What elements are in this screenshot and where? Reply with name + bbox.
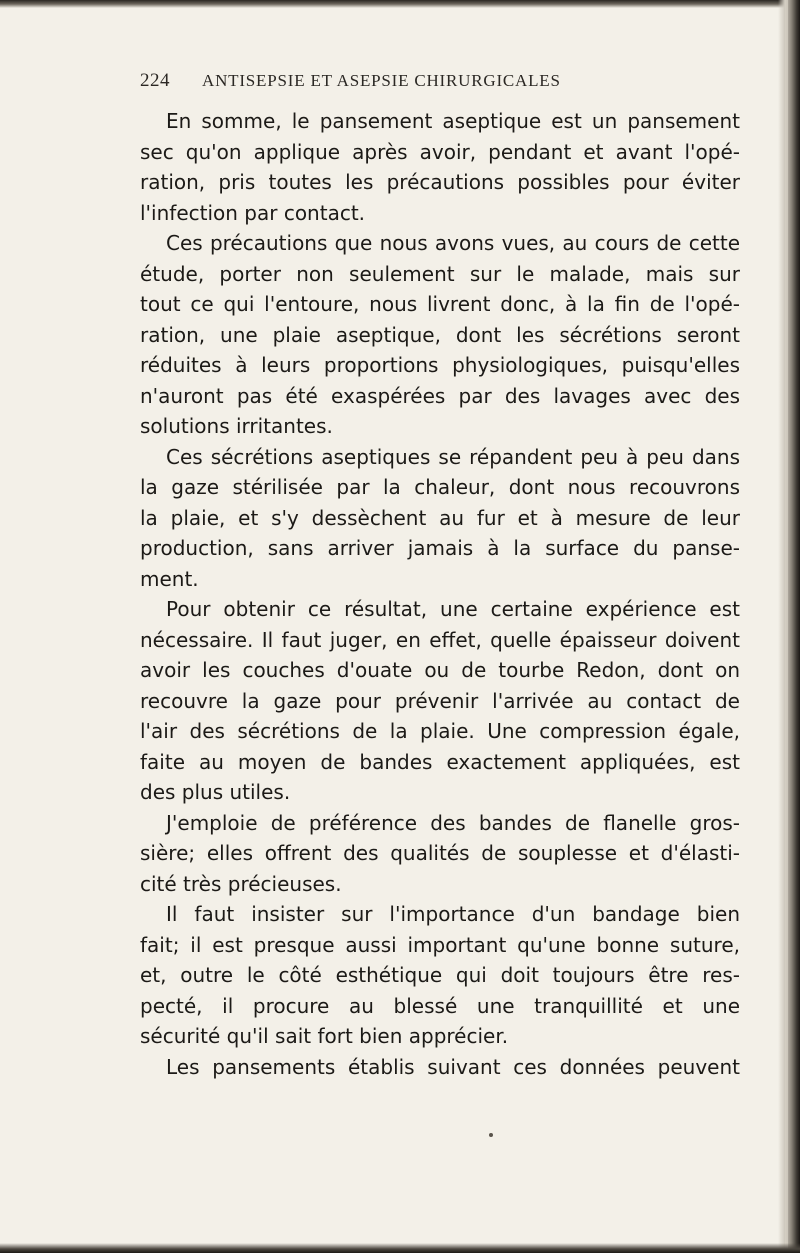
text-line: Ces sécrétions aseptiques se répandent peu à peu dans — [166, 444, 740, 469]
text-line: l'air des sécrétions de la plaie. Une compression égale, — [140, 719, 740, 743]
page-number: 224 — [140, 70, 170, 91]
text-line: avoir les couches d'ouate ou de tourbe Redon, dont on — [140, 658, 740, 682]
text-line: la plaie, et s'y dessèchent au fur et à mesure de leur — [140, 505, 740, 530]
text-line: ration, pris toutes les précautions possibles pour éviter — [140, 170, 740, 194]
page-binding-highlight — [785, 0, 788, 1253]
text-line: Ces précautions que nous avons vues, au cours de cette — [166, 231, 740, 255]
page-top-edge — [0, 0, 800, 8]
page-bottom-edge — [0, 1243, 800, 1253]
text-line: sécurité qu'il sait fort bien apprécier. — [140, 1024, 509, 1048]
running-head-title: ANTISEPSIE ET ASEPSIE CHIRURGICALES — [202, 71, 561, 90]
text-line: sière; elles offrent des qualités de souplesse et d'élasti- — [140, 841, 740, 865]
text-line: ration, une plaie aseptique, dont les sécrétions seront — [140, 322, 740, 347]
page-binding-edge — [778, 0, 800, 1253]
text-line: n'auront pas été exaspérées par des lavages avec des — [140, 383, 740, 408]
text-line: étude, porter non seulement sur le malade, mais sur — [140, 261, 740, 286]
print-speck — [489, 1133, 493, 1137]
text-line: Les pansements établis suivant ces données peuvent — [166, 1054, 740, 1079]
text-line: faite au moyen de bandes exactement appliquées, est — [140, 749, 740, 774]
text-line: Pour obtenir ce résultat, une certaine expérience est — [166, 597, 740, 621]
text-line: l'infection par contact. — [140, 200, 366, 225]
text-line: pecté, il procure au blessé une tranquillité et une — [140, 993, 740, 1018]
body-text — [140, 106, 740, 1082]
text-line: Il faut insister sur l'importance d'un bandage bien — [166, 902, 740, 926]
text-line: tout ce qui l'entoure, nous livrent donc, à la fin de l'opé- — [140, 292, 740, 316]
text-line: cité très précieuses. — [140, 871, 342, 896]
text-line: des plus utiles. — [140, 780, 291, 804]
text-line: la gaze stérilisée par la chaleur, dont nous recouvrons — [140, 475, 740, 499]
text-line: J'emploie de préférence des bandes de flanelle gros- — [166, 810, 740, 835]
text-line: sec qu'on applique après avoir, pendant et avant l'opé- — [140, 139, 740, 164]
text-line: nécessaire. Il faut juger, en effet, quelle épaisseur doivent — [140, 627, 740, 652]
text-line: production, sans arriver jamais à la surface du panse- — [140, 536, 740, 560]
text-line: recouvre la gaze pour prévenir l'arrivée au contact de — [140, 688, 740, 713]
text-line: réduites à leurs proportions physiologiques, puisqu'elles — [140, 353, 740, 377]
text-line: En somme, le pansement aseptique est un pansement — [166, 109, 740, 133]
text-line: et, outre le côté esthétique qui doit toujours être res- — [140, 963, 740, 987]
text-line: solutions irritantes. — [140, 414, 333, 438]
book-page — [140, 70, 740, 1082]
running-head — [140, 70, 740, 100]
text-line: ment. — [140, 566, 199, 591]
text-line: fait; il est presque aussi important qu'une bonne suture, — [140, 932, 740, 957]
